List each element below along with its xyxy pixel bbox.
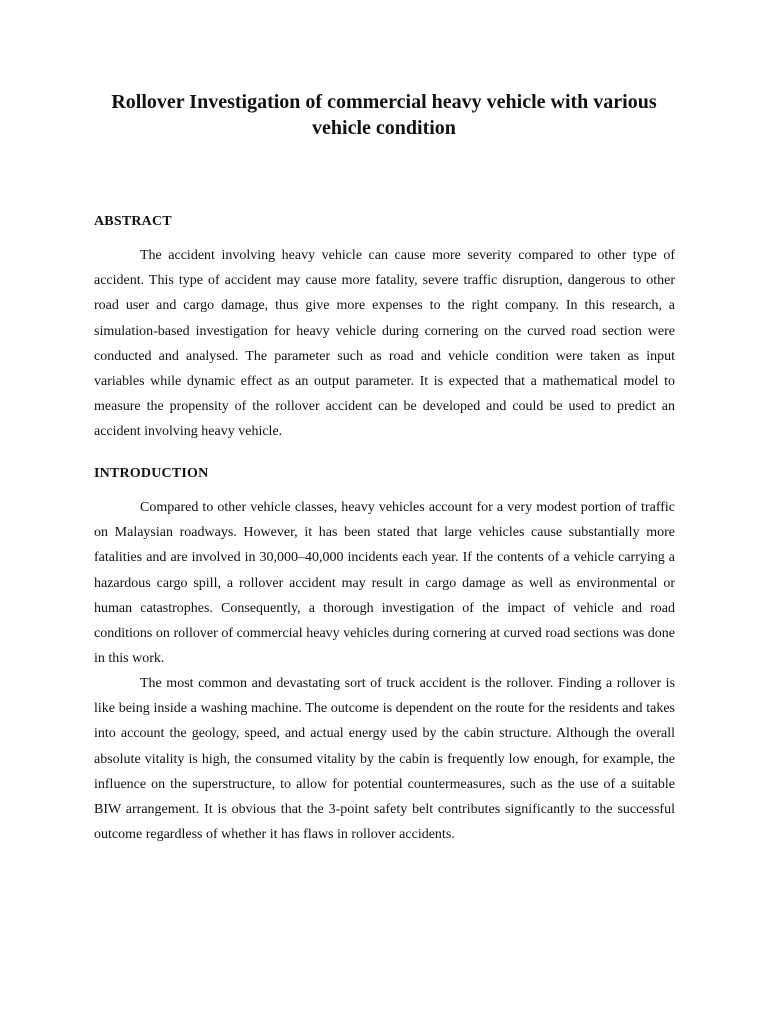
- abstract-heading: ABSTRACT: [94, 214, 172, 229]
- introduction-heading: INTRODUCTION: [94, 466, 209, 481]
- introduction-paragraph-1: Compared to other vehicle classes, heavy vehicles account for a very modest portion of traffic on Malaysian roadways. However, it has been stated that large vehicles cause substantially more fatalities and are involved in 30,000–40,000 incidents each year. If the contents of a vehicle carrying a hazardous cargo spill, a rollover accident may result in cargo damage as well as environmental or human catastrophes. Consequently, a thorough investigation of the impact of vehicle and road conditions on rollover of commercial heavy vehicles during cornering at curved road sections was done in this work.: [94, 500, 675, 667]
- introduction-paragraph-2: The most common and devastating sort of truck accident is the rollover. Finding a rollover is like being inside a washing machine. The outcome is dependent on the route for the residents and takes into account the geology, speed, and actual energy used by the cabin structure. Although the overall absolute vitality is high, the consumed vitality by the cabin is frequently low enough, for example, the influence on the superstructure, to allow for potential countermeasures, such as the use of a suitable BIW arrangement. It is obvious that the 3-point safety belt contributes significantly to the successful outcome regardless of whether it has flaws in rollover accidents.: [94, 676, 675, 843]
- abstract-paragraph: The accident involving heavy vehicle can cause more severity compared to other type of accident. This type of accident may cause more fatality, severe traffic disruption, dangerous to other road user and cargo damage, thus give more expenses to the right company. In this research, a simulation-based investigation for heavy vehicle during cornering on the curved road section were conducted and analysed. The parameter such as road and vehicle condition were taken as input variables while dynamic effect as an output parameter. It is expected that a mathematical model to measure the propensity of the rollover accident can be developed and could be used to predict an accident involving heavy vehicle.: [94, 248, 675, 440]
- document-title: Rollover Investigation of commercial heavy vehicle with various vehicle condition: [111, 91, 657, 139]
